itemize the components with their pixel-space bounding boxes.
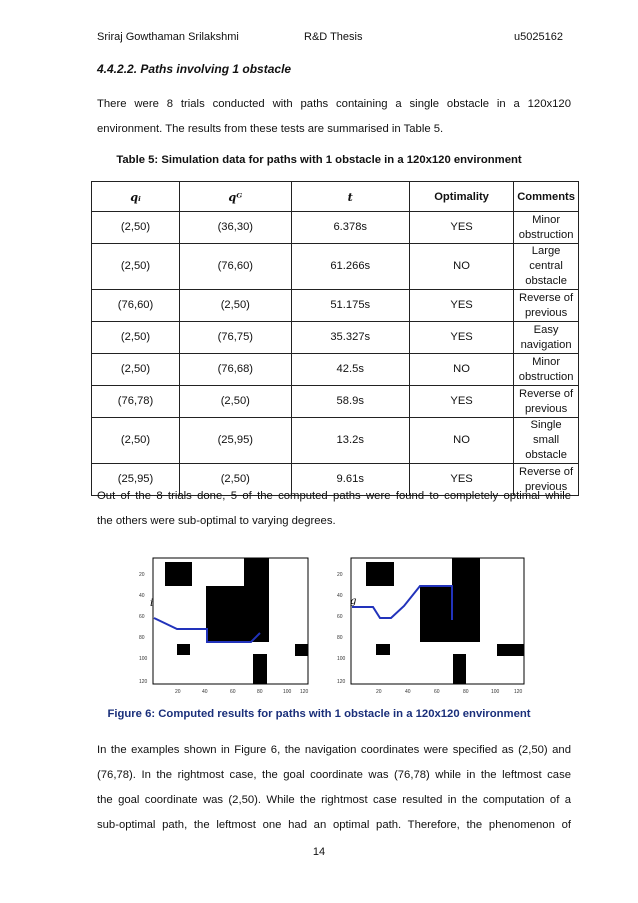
header-student-id: u5025162: [514, 31, 563, 43]
header-comments: Comments: [514, 182, 579, 212]
intro-line: There were 8 trials conducted with paths containing a single obstacle in a 120x120: [97, 98, 571, 110]
cell-time: 6.378s: [291, 212, 409, 244]
y-tick: 100: [139, 656, 148, 662]
cell-goal: (2,50): [180, 290, 292, 322]
cell-time: 61.266s: [291, 244, 409, 290]
closing-line: In the examples shown in Figure 6, the navigation coordinates were specified as (2,50) and: [97, 744, 571, 756]
x-tick: 80: [257, 689, 263, 695]
left-goal-label: g: [257, 619, 264, 630]
cell-comment: Reverse of previous: [514, 290, 579, 322]
results-line: the others were sub-optimal to varying degrees.: [97, 515, 336, 527]
y-tick: 40: [337, 593, 343, 599]
x-tick: 20: [175, 689, 181, 695]
table-row: [92, 418, 579, 464]
y-tick: 80: [337, 635, 343, 641]
cell-time: 35.327s: [291, 322, 409, 354]
cell-comment: Reverse of previous: [514, 464, 579, 496]
right-start-label: i: [459, 626, 463, 637]
cell-optimality: NO: [409, 244, 513, 290]
cell-start: (2,50): [92, 322, 180, 354]
cell-time: 13.2s: [291, 418, 409, 464]
y-tick: 60: [337, 614, 343, 620]
table-row: [92, 354, 579, 386]
right-map-svg: [336, 556, 530, 696]
x-tick: 100: [491, 689, 500, 695]
right-goal-label: g: [350, 596, 357, 607]
cell-goal: (2,50): [180, 464, 292, 496]
section-heading: 4.4.2.2. Paths involving 1 obstacle: [97, 62, 292, 76]
cell-optimality: YES: [409, 322, 513, 354]
cell-time: 51.175s: [291, 290, 409, 322]
cell-optimality: NO: [409, 354, 513, 386]
intro-line: environment. The results from these tests are summarised in Table 5.: [97, 123, 444, 135]
y-tick: 80: [139, 635, 145, 641]
table-row: [92, 244, 579, 290]
cell-optimality: YES: [409, 290, 513, 322]
cell-start: (25,95): [92, 464, 180, 496]
cell-optimality: YES: [409, 464, 513, 496]
cell-comment: Easy navigation: [514, 322, 579, 354]
y-tick: 120: [139, 679, 148, 685]
header-goal: qᴳ: [180, 182, 292, 212]
cell-start: (2,50): [92, 418, 180, 464]
cell-optimality: NO: [409, 418, 513, 464]
left-start-label: i: [150, 598, 154, 609]
page-number: 14: [312, 846, 326, 858]
table-caption: Table 5: Simulation data for paths with 1 obstacle in a 120x120 environment: [116, 154, 522, 166]
y-tick: 20: [337, 572, 343, 578]
table-row: [92, 212, 579, 244]
figure-left-plot: [138, 556, 316, 696]
cell-goal: (76,75): [180, 322, 292, 354]
header-start: qᵢ: [92, 182, 180, 212]
x-tick: 100: [283, 689, 292, 695]
cell-start: (2,50): [92, 354, 180, 386]
cell-comment: Minor obstruction: [514, 354, 579, 386]
cell-optimality: YES: [409, 212, 513, 244]
y-tick: 120: [337, 679, 346, 685]
x-tick: 60: [434, 689, 440, 695]
cell-comment: Minor obstruction: [514, 212, 579, 244]
cell-comment: Single small obstacle: [514, 418, 579, 464]
cell-time: 58.9s: [291, 386, 409, 418]
simulation-table: [91, 181, 579, 496]
y-tick: 60: [139, 614, 145, 620]
x-tick: 60: [230, 689, 236, 695]
x-tick: 120: [514, 689, 523, 695]
left-map-svg: [138, 556, 316, 696]
cell-goal: (25,95): [180, 418, 292, 464]
cell-start: (2,50): [92, 244, 180, 290]
x-tick: 40: [405, 689, 411, 695]
cell-comment: Reverse of previous: [514, 386, 579, 418]
cell-goal: (76,68): [180, 354, 292, 386]
cell-optimality: YES: [409, 386, 513, 418]
cell-goal: (76,60): [180, 244, 292, 290]
closing-line: the goal coordinate was (2,50). While the rightmost case resulted in the computation of a: [97, 794, 571, 806]
results-line: Out of the 8 trials done, 5 of the computed paths were found to completely optimal while: [97, 490, 571, 502]
table-row: [92, 290, 579, 322]
y-tick: 100: [337, 656, 346, 662]
closing-line: (76,78). In the rightmost case, the goal coordinate was (76,78) while in the leftmost case: [97, 769, 571, 781]
figure-caption: Figure 6: Computed results for paths with 1 obstacle in a 120x120 environment: [107, 708, 531, 720]
table-row: [92, 386, 579, 418]
x-tick: 120: [300, 689, 309, 695]
x-tick: 40: [202, 689, 208, 695]
intro-paragraph: [97, 92, 571, 142]
cell-start: (2,50): [92, 212, 180, 244]
y-tick: 40: [139, 593, 145, 599]
figure-right-plot: [336, 556, 530, 696]
results-paragraph: [97, 484, 571, 534]
cell-start: (76,78): [92, 386, 180, 418]
table-header-row: [92, 182, 579, 212]
table-row: [92, 322, 579, 354]
header-optimality: Optimality: [409, 182, 513, 212]
cell-goal: (2,50): [180, 386, 292, 418]
x-tick: 80: [463, 689, 469, 695]
header-title: R&D Thesis: [304, 31, 363, 43]
cell-time: 42.5s: [291, 354, 409, 386]
closing-line: sub-optimal path, the leftmost one had an optimal path. Therefore, the phenomenon of: [97, 819, 571, 831]
cell-goal: (36,30): [180, 212, 292, 244]
y-tick: 20: [139, 572, 145, 578]
cell-comment: Large central obstacle: [514, 244, 579, 290]
cell-time: 9.61s: [291, 464, 409, 496]
header-time: t: [291, 182, 409, 212]
header-author: Sriraj Gowthaman Srilakshmi: [97, 31, 239, 43]
x-tick: 20: [376, 689, 382, 695]
cell-start: (76,60): [92, 290, 180, 322]
closing-paragraph: [97, 738, 571, 838]
